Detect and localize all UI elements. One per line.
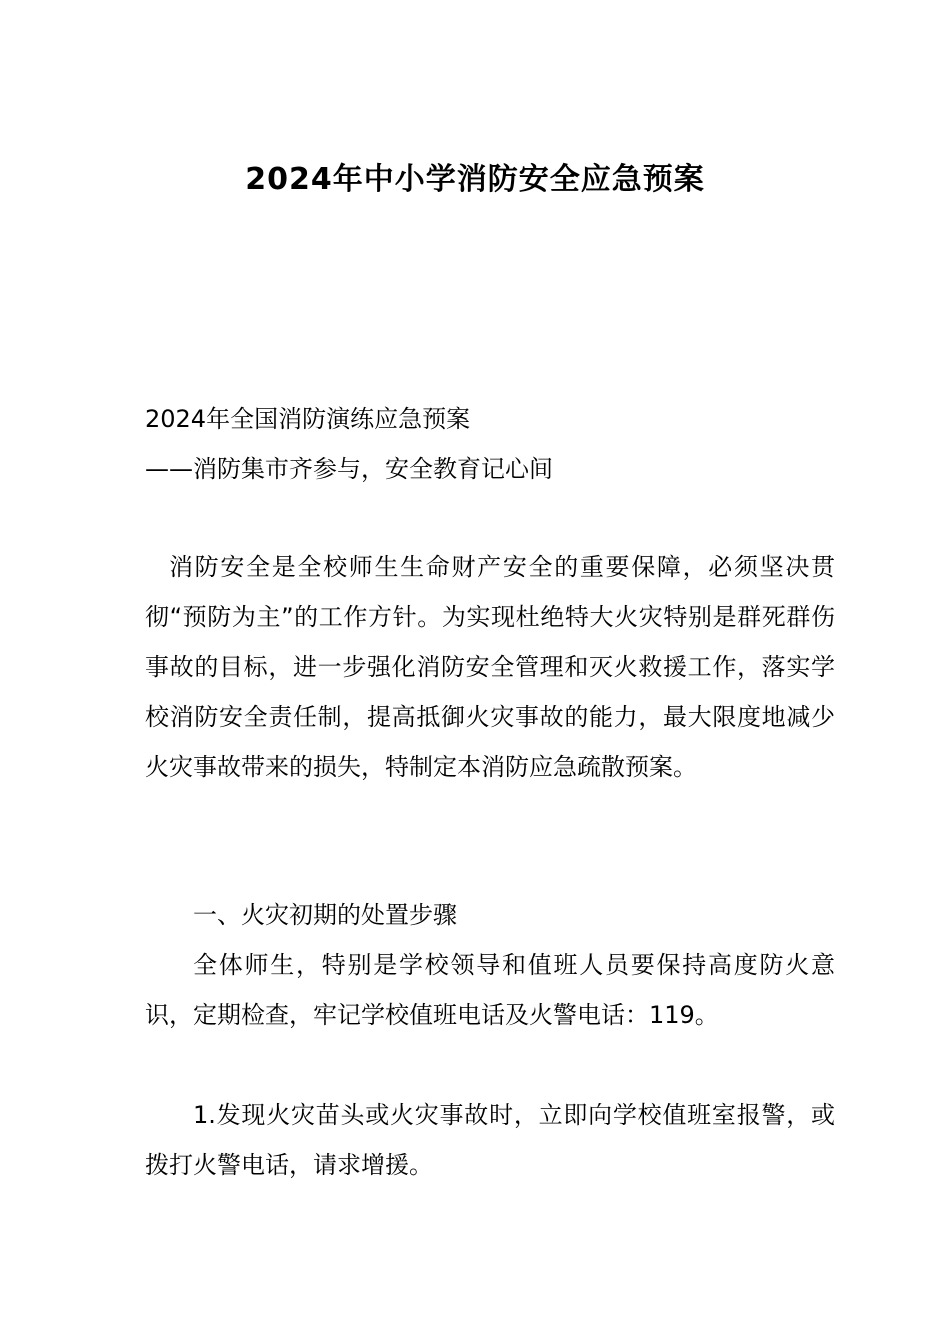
document-tagline: ——消防集市齐参与，安全教育记心间 (145, 455, 553, 483)
section-paragraph: 全体师生，特别是学校领导和值班人员要保持高度防火意识，定期检查，牢记学校值班电话及火警电话：119。 (145, 951, 835, 1029)
document-subtitle: 2024年全国消防演练应急预案 (145, 405, 471, 433)
intro-paragraph: 消防安全是全校师生生命财产安全的重要保障，必须坚决贯彻“预防为主”的工作方针。为实现杜绝特大火灾特别是群死群伤事故的目标，进一步强化消防安全管理和灭火救援工作，落实学校消防安全责任制，提高抵御火灾事故的能力，最大限度地减少火灾事故带来的损失，特制定本消防应急疏散预案。 (145, 553, 835, 781)
step-paragraph: 1.发现火灾苗头或火灾事故时，立即向学校值班室报警，或拨打火警电话，请求增援。 (145, 1101, 835, 1179)
section-heading: 一、火灾初期的处置步骤 (193, 901, 457, 929)
document-title: 2024年中小学消防安全应急预案 (245, 162, 705, 197)
